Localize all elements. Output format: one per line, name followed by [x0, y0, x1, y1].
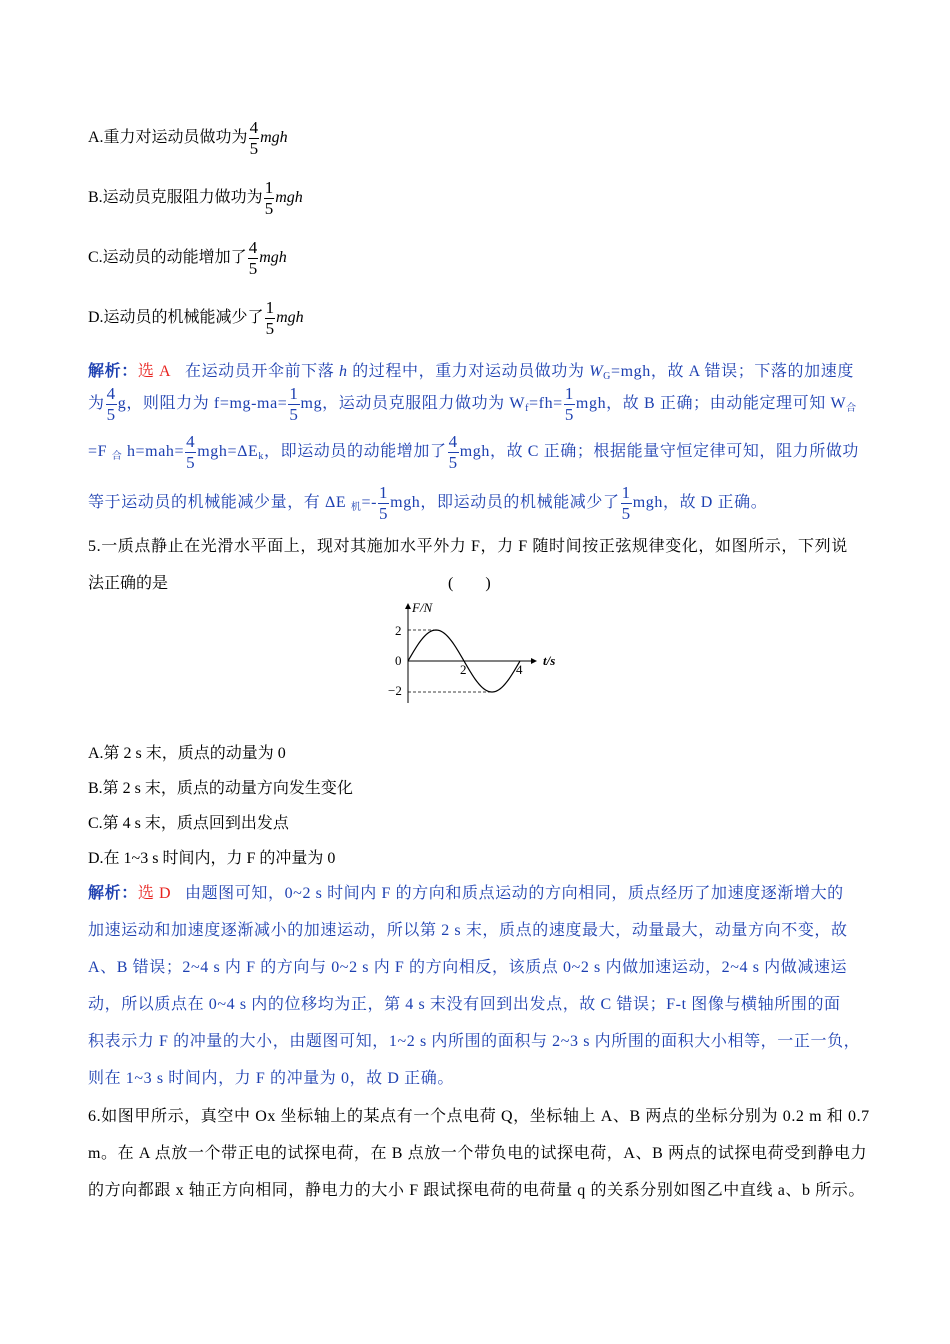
solution-label: 解析：	[88, 363, 138, 380]
q4-solution-line-1: 解析：选 A 在运动员开伞前下落 h 的过程中，重力对运动员做功为 $W_G=mgh$，故 A 错误；下落的加速度	[88, 363, 854, 382]
q5-option-a: A.第 2 s 末，质点的动量为 0	[88, 745, 286, 762]
solution-label: 解析：	[88, 885, 138, 902]
q5-solution-line-4: 动，所以质点在 0~4 s 内的位移均为正，第 4 s 末没有回到出发点，故 C 错误；F-t 图像与横轴所围的面	[88, 996, 841, 1013]
q6-stem-line-2: m。在 A 点放一个带正电的试探电荷，在 B 点放一个带负电的试探电荷，A、B 两点的试探电荷受到静电力	[88, 1145, 868, 1162]
q5-solution-line-3: A、B 错误；2~4 s 内 F 的方向与 0~2 s 内 F 的方向相反，该质点 0~2 s 内做加速运动，2~4 s 内做减速运	[88, 959, 848, 976]
q4-option-d	[88, 298, 304, 339]
q4-solution-line-4: 等于运动员的机械能减少量，有 ΔE $_机$=- $\frac{1}{5}$ mgh，即运动员的机械能减少了 $\frac{1}{5}$ mgh，故 D 正确。	[88, 483, 768, 523]
option-text: C.运动员的动能增加了	[88, 249, 247, 267]
y-tick-label: 0	[395, 653, 402, 668]
y-axis-label: F/N	[412, 600, 433, 615]
fraction: $\frac{4}{5}$	[248, 238, 258, 278]
q6-stem-line-3: 的方向都跟 x 轴正方向相同，静电力的大小 F 跟试探电荷的电荷量 q 的关系分别如图乙中直线 a、b 所示。	[88, 1182, 866, 1199]
x-tick-label: 2	[460, 662, 467, 677]
fraction: $\frac{1}{5}$	[264, 178, 274, 218]
option-formula: mgh	[260, 129, 288, 147]
q4-solution-line-3: =F $_合$ h=mah= $\frac{4}{5}$ $mgh=\Delta E_k$，即运动员的动能增加了 $\frac{4}{5}$ mgh，故 C 正确；根据能量守恒定律可知，阻力所做功	[88, 432, 860, 472]
option-formula: mgh	[259, 249, 287, 267]
q5-solution-line-1: 解析：选 D 由题图可知，0~2 s 时间内 F 的方向和质点运动的方向相同，质点经历了加速度逐渐增大的	[88, 885, 844, 902]
x-axis-label: t/s	[543, 653, 556, 668]
option-formula: mgh	[275, 189, 303, 207]
q5-option-b: B.第 2 s 末，质点的动量方向发生变化	[88, 780, 353, 797]
option-text: B.运动员克服阻力做功为	[88, 189, 263, 207]
option-formula: mgh	[276, 309, 304, 327]
solution-choice: 选 D	[137, 885, 172, 902]
q5-stem-line-2: 法正确的是 ( )	[88, 570, 168, 593]
q5-solution-line-6: 则在 1~3 s 时间内，力 F 的冲量为 0，故 D 正确。	[88, 1070, 454, 1087]
fraction: $\frac{1}{5}$	[265, 298, 275, 338]
answer-paren: ( )	[448, 575, 491, 592]
y-tick-label: 2	[395, 623, 402, 638]
q6-stem-line-1: 6.如图甲所示，真空中 Ox 坐标轴上的某点有一个点电荷 Q，坐标轴上 A、B 两点的坐标分别为 0.2 m 和 0.7	[88, 1108, 870, 1125]
fraction: $\frac{4}{5}$	[249, 118, 259, 158]
q4-option-c	[88, 238, 287, 279]
q5-solution-line-2: 加速运动和加速度逐渐减小的加速运动，所以第 2 s 末，质点的速度最大，动量最大，动量方向不变，故	[88, 922, 848, 939]
q5-solution-line-5: 积表示力 F 的冲量的大小，由题图可知，1~2 s 内所围的面积与 2~3 s 内所围的面积大小相等，一正一负，	[88, 1033, 861, 1050]
q4-option-a	[88, 118, 288, 159]
q4-solution-line-2: 为 $\frac{4}{5}$ g，则阻力为 f=mg-ma= $\frac{1}{5}$ mg，运动员克服阻力做功为 $W_f=fh=$ $\frac{1}{5}$ mgh，故 B 正确；由动能定理可知 $W_合$	[88, 384, 857, 424]
option-text: D.运动员的机械能减少了	[88, 309, 264, 327]
q4-option-b	[88, 178, 303, 219]
force-time-chart	[388, 598, 578, 708]
q5-option-d: D.在 1~3 s 时间内，力 F 的冲量为 0	[88, 850, 336, 867]
solution-choice: 选 A	[137, 363, 172, 380]
option-text: A.重力对运动员做功为	[88, 129, 248, 147]
y-tick-label: −2	[388, 683, 402, 698]
q5-option-c: C.第 4 s 末，质点回到出发点	[88, 815, 289, 832]
x-tick-label: 4	[516, 662, 523, 677]
q5-stem-line-1: 5.一质点静止在光滑水平面上，现对其施加水平外力 F，力 F 随时间按正弦规律变化，如图所示，下列说	[88, 538, 848, 555]
